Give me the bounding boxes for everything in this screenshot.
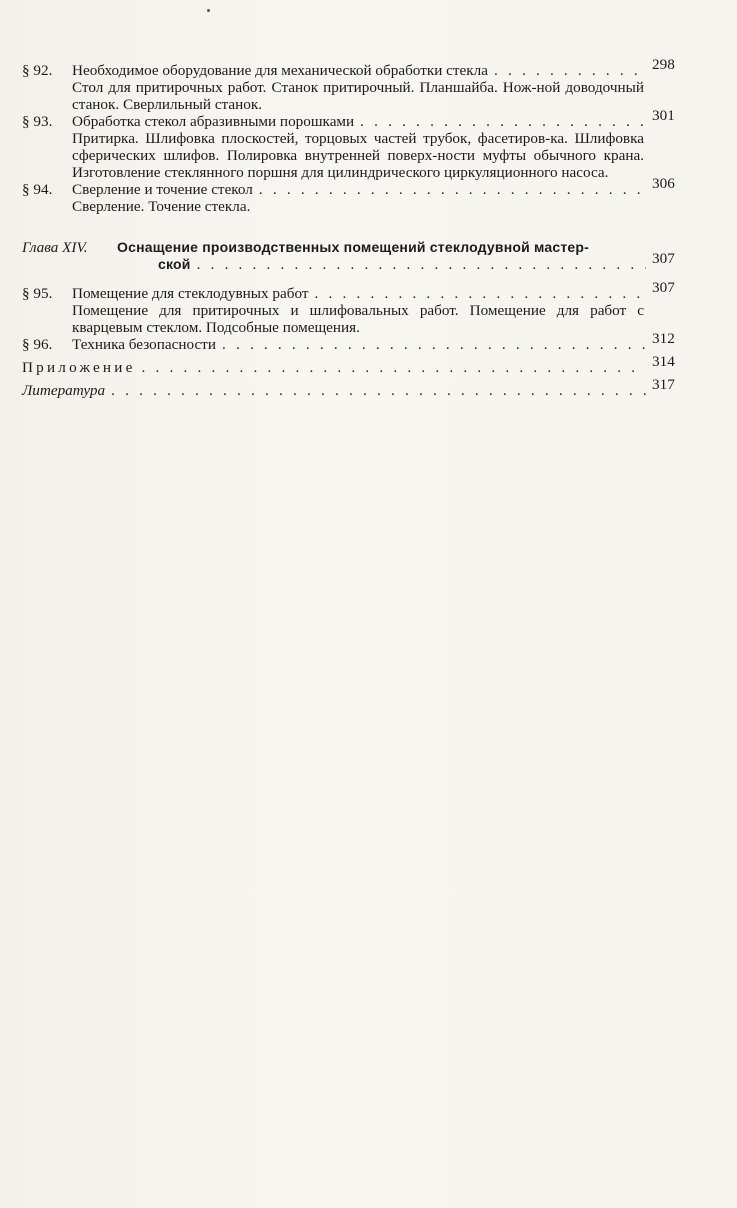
- table-of-contents: [22, 56, 684, 399]
- ink-speck: [207, 9, 210, 12]
- leader-dots: [111, 382, 646, 399]
- chapter-label: Глава XIV.: [22, 239, 88, 256]
- chapter-title[interactable]: Оснащение производственных помещений стеклодувной мастер-: [117, 239, 590, 255]
- page-number: 317: [652, 376, 675, 393]
- toc-entry-96: [22, 330, 684, 353]
- appendix-title[interactable]: Приложение: [22, 359, 136, 376]
- page-number: 301: [652, 107, 675, 124]
- leader-dots: [222, 336, 646, 353]
- chapter-entry: [22, 239, 684, 273]
- section-title[interactable]: Помещение для стеклодувных работ: [72, 285, 309, 302]
- section-title[interactable]: Необходимое оборудование для механической обработки стекла: [72, 62, 488, 79]
- toc-entry-92: [22, 56, 684, 113]
- toc-entry-93: [22, 107, 684, 181]
- section-title[interactable]: Обработка стекол абразивными порошками: [72, 113, 355, 130]
- section-description: Сверление. Точение стекла.: [72, 198, 251, 215]
- section-description: Помещение для притирочных и шлифовальных работ. Помещение для работ с кварцевым стеклом. Подсобные помещения.: [72, 302, 644, 336]
- section-number: § 95.: [22, 285, 53, 302]
- section-title[interactable]: Техника безопасности: [72, 336, 216, 353]
- section-description: Стол для притирочных работ. Станок притирочный. Планшайба. Нож-ной доводочный станок. Сверлильный станок.: [72, 79, 644, 113]
- section-number: § 94.: [22, 181, 53, 198]
- toc-entry-94: [22, 175, 684, 215]
- page-number: 307: [652, 279, 675, 296]
- leader-dots: [142, 359, 646, 376]
- section-description: Притирка. Шлифовка плоскостей, торцовых частей трубок, фасетиров-ка. Шлифовка сферических шлифов. Полировка внутренней поверх-ности муфты обычного крана. Изготовление стеклянного поршня для цилиндрического циркуляционного насоса.: [72, 130, 644, 181]
- section-number: § 93.: [22, 113, 53, 130]
- page-number: 314: [652, 353, 675, 370]
- leader-dots: [259, 181, 646, 198]
- toc-entry-95: [22, 279, 684, 336]
- leader-dots: [494, 62, 646, 79]
- chapter-title-continuation[interactable]: ской: [158, 256, 191, 272]
- section-number: § 96.: [22, 336, 53, 353]
- toc-entry-appendix: [22, 353, 684, 376]
- leader-dots: [314, 285, 646, 302]
- page-number: 312: [652, 330, 675, 347]
- toc-entry-literature: [22, 376, 684, 399]
- leader-dots: [197, 256, 646, 273]
- literature-title[interactable]: Литература: [22, 382, 106, 399]
- page-number: 298: [652, 56, 675, 73]
- section-number: § 92.: [22, 62, 53, 79]
- page-number: 307: [652, 250, 675, 267]
- page-number: 306: [652, 175, 675, 192]
- leader-dots: [360, 113, 646, 130]
- section-title[interactable]: Сверление и точение стекол: [72, 181, 253, 198]
